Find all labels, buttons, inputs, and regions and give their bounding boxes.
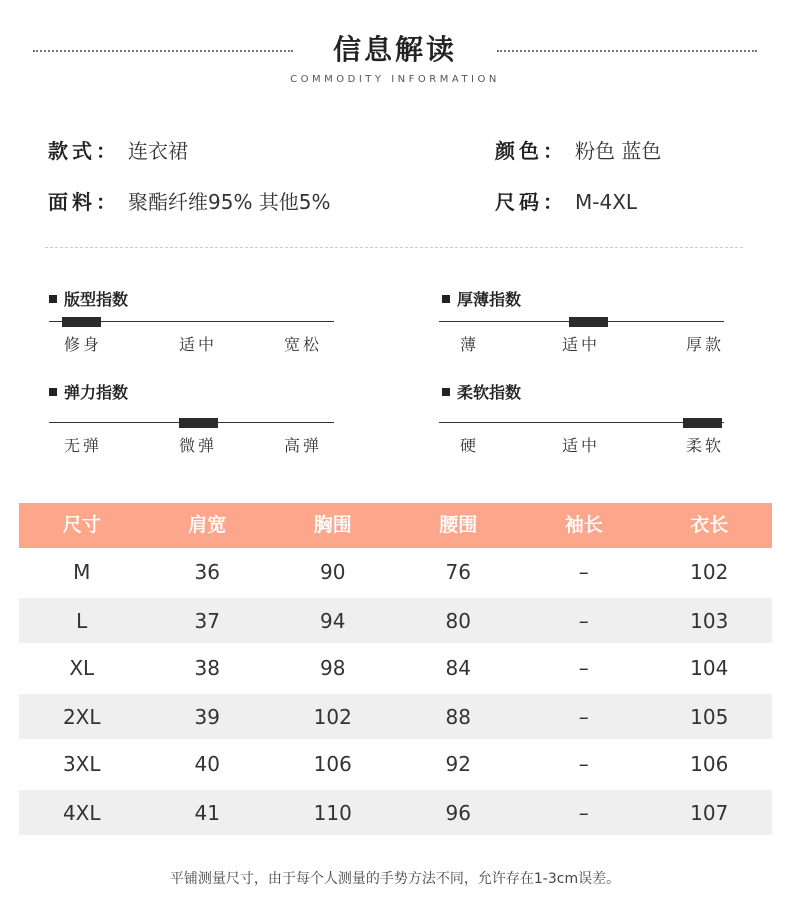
size-table-header-cell: 尺寸 bbox=[62, 514, 101, 536]
table-cell: 3XL bbox=[62, 752, 101, 776]
section-divider bbox=[45, 247, 743, 248]
table-cell: 110 bbox=[313, 800, 352, 825]
table-cell: 2XL bbox=[62, 704, 101, 729]
table-cell: 41 bbox=[194, 800, 220, 825]
table-cell: 90 bbox=[320, 560, 346, 584]
thickness-index-title: 厚薄指数 bbox=[442, 287, 521, 310]
fit-index-label-3: 宽松 bbox=[284, 335, 323, 354]
table-cell: L bbox=[76, 608, 88, 633]
size-table-header-cell: 胸围 bbox=[313, 514, 352, 536]
info-fabric-value: 聚酯纤维95% 其他5% bbox=[128, 190, 331, 214]
table-cell: – bbox=[578, 656, 589, 680]
table-row bbox=[19, 598, 772, 643]
table-row bbox=[19, 790, 772, 835]
info-style-label: 款式： bbox=[48, 139, 120, 163]
table-row bbox=[19, 740, 772, 788]
info-color-label: 颜色： bbox=[495, 139, 567, 163]
table-cell: 80 bbox=[445, 608, 471, 633]
elasticity-index-label-2: 微弹 bbox=[179, 436, 218, 455]
softness-index-label-2: 适中 bbox=[562, 436, 601, 455]
elasticity-index-label-3: 高弹 bbox=[284, 436, 323, 455]
info-color-value: 粉色 蓝色 bbox=[575, 139, 662, 163]
table-cell: 98 bbox=[320, 656, 346, 680]
table-cell: 84 bbox=[445, 656, 471, 680]
table-cell: 107 bbox=[690, 800, 729, 825]
fit-index-label-1: 修身 bbox=[64, 335, 103, 354]
elasticity-index-title: 弹力指数 bbox=[49, 380, 128, 403]
table-cell: 92 bbox=[445, 752, 471, 776]
info-fabric bbox=[48, 186, 331, 215]
table-row bbox=[19, 644, 772, 692]
thickness-index-label-1: 薄 bbox=[460, 335, 480, 354]
table-cell: 104 bbox=[690, 656, 729, 680]
info-style-value: 连衣裙 bbox=[128, 139, 188, 163]
elasticity-index-label-1: 无弹 bbox=[64, 436, 103, 455]
table-row bbox=[19, 694, 772, 739]
thickness-index-label-2: 适中 bbox=[562, 335, 601, 354]
table-cell: M bbox=[73, 560, 91, 584]
measurement-footnote: 平铺测量尺寸，由于每个人测量的手势方法不同，允许存在1-3cm误差。 bbox=[169, 871, 621, 887]
elasticity-index-marker bbox=[179, 418, 218, 428]
info-fabric-label: 面料： bbox=[48, 190, 120, 214]
table-cell: – bbox=[578, 704, 589, 729]
info-size-value: M-4XL bbox=[575, 190, 638, 214]
table-cell: 94 bbox=[320, 608, 346, 633]
fit-index-title: 版型指数 bbox=[49, 287, 128, 310]
thickness-index-marker bbox=[569, 317, 608, 327]
table-cell: – bbox=[578, 560, 589, 584]
table-cell: 38 bbox=[194, 656, 220, 680]
softness-index-title: 柔软指数 bbox=[442, 380, 521, 403]
table-cell: 76 bbox=[445, 560, 471, 584]
softness-index-label-1: 硬 bbox=[460, 436, 480, 455]
table-cell: 105 bbox=[690, 704, 729, 729]
table-cell: 103 bbox=[690, 608, 729, 633]
table-cell: 106 bbox=[313, 752, 352, 776]
size-table-header bbox=[19, 503, 772, 548]
size-table-header-cell: 腰围 bbox=[439, 514, 478, 536]
table-cell: 36 bbox=[194, 560, 220, 584]
bullet-square-icon bbox=[49, 295, 57, 303]
softness-index-label-3: 柔软 bbox=[686, 436, 725, 455]
fit-index-label-2: 适中 bbox=[179, 335, 218, 354]
page-subtitle: COMMODITY INFORMATION bbox=[290, 74, 500, 85]
thickness-index-label-3: 厚款 bbox=[686, 335, 725, 354]
table-cell: 39 bbox=[194, 704, 220, 729]
title-divider-right bbox=[497, 50, 757, 52]
table-row bbox=[19, 548, 772, 596]
softness-index-scale bbox=[439, 422, 724, 423]
table-cell: – bbox=[578, 608, 589, 633]
table-cell: 106 bbox=[690, 752, 729, 776]
fit-index-marker bbox=[62, 317, 101, 327]
table-cell: 4XL bbox=[62, 800, 101, 825]
info-color bbox=[495, 135, 661, 164]
table-cell: – bbox=[578, 752, 589, 776]
size-table-header-cell: 衣长 bbox=[690, 514, 729, 536]
table-cell: 102 bbox=[313, 704, 352, 729]
table-cell: XL bbox=[69, 656, 95, 680]
bullet-square-icon bbox=[49, 388, 57, 396]
softness-index-marker bbox=[683, 418, 722, 428]
table-cell: 37 bbox=[194, 608, 220, 633]
bullet-square-icon bbox=[442, 388, 450, 396]
size-table-header-cell: 袖长 bbox=[564, 514, 603, 536]
bullet-square-icon bbox=[442, 295, 450, 303]
info-style bbox=[48, 135, 188, 164]
size-table bbox=[19, 503, 772, 836]
table-cell: 102 bbox=[690, 560, 729, 584]
table-cell: 96 bbox=[445, 800, 471, 825]
table-cell: – bbox=[578, 800, 589, 825]
info-size-label: 尺码： bbox=[495, 190, 567, 214]
table-cell: 40 bbox=[194, 752, 220, 776]
page-title: 信息解读 bbox=[332, 33, 457, 66]
size-table-header-cell: 肩宽 bbox=[188, 514, 227, 536]
info-size bbox=[495, 186, 637, 215]
table-cell: 88 bbox=[445, 704, 471, 729]
